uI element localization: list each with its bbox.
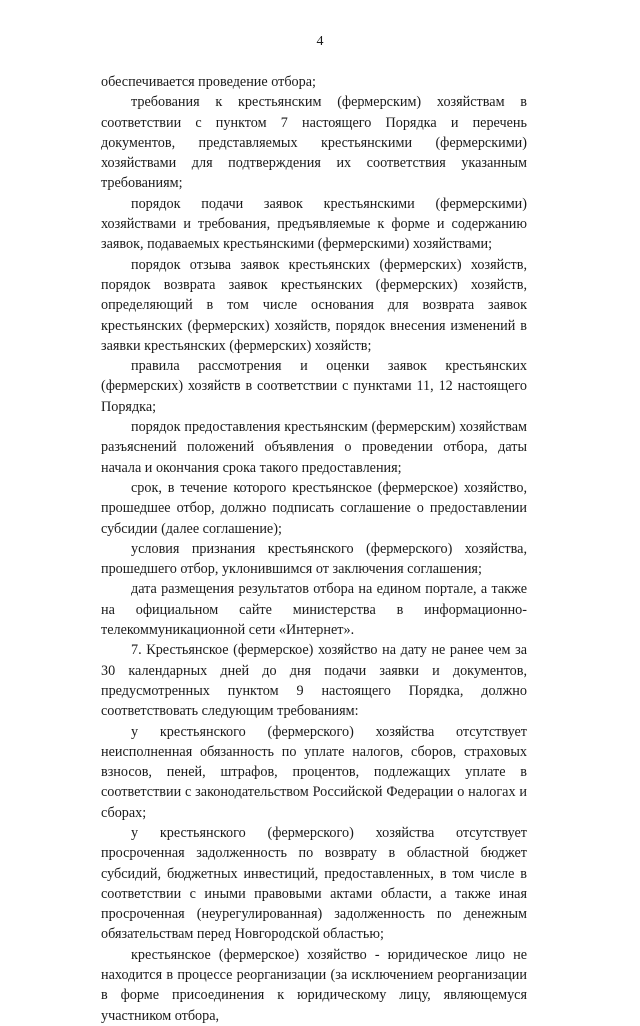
paragraph: обеспечивается проведение отбора; [101,74,316,90]
document-body [101,72,527,1026]
paragraph-section-7: 7. Крестьянское (фермерское) хозяйство на дату не ранее чем за 30 календарных дней до дня подачи заявки и документов, предусмотренных пунктом 9 настоящего Порядка, должно соответствовать следующим требованиям: [101,642,527,720]
paragraph: срок, в течение которого крестьянское (фермерское) хозяйство, прошедшее отбор, должно подписать соглашение о предоставлении субсидии (далее соглашение); [101,479,527,537]
paragraph: у крестьянского (фермерского) хозяйства отсутствует просроченная задолженность по возврату в областной бюджет субсидий, бюджетных инвестиций, предоставленных, в том числе в соответствии с иными правовыми актами области, а также иная просроченная (неурегулированная) задолженность по денежным обязательствам перед Новгородской областью; [101,824,527,943]
paragraph: у крестьянского (фермерского) хозяйства отсутствует неисполненная обязанность по уплате налогов, сборов, страховых взносов, пеней, штрафов, процентов, подлежащих уплате в соответствии с законодательством Российской Федерации о налогах и сборах; [101,723,527,821]
paragraph: требования к крестьянским (фермерским) хозяйствам в соответствии с пунктом 7 настоящего Порядка и перечень документов, представляемых крестьянскими (фермерскими) хозяйствами для подтверждения их соответствия указанным требованиям; [101,94,527,192]
paragraph: дата размещения результатов отбора на едином портале, а также на официальном сайте министерства в информационно-телекоммуникационной сети «Интернет». [101,581,527,639]
page-number: 4 [316,34,324,49]
paragraph: правила рассмотрения и оценки заявок крестьянских (фермерских) хозяйств в соответствии с пунктами 11, 12 настоящего Порядка; [101,358,527,415]
paragraph: порядок предоставления крестьянским (фермерским) хозяйствам разъяснений положений объявления о проведении отбора, даты начала и окончания срока такого предоставления; [101,419,527,476]
paragraph: порядок отзыва заявок крестьянских (фермерских) хозяйств, порядок возврата заявок крестьянских (фермерских) хозяйств, определяющий в том числе основания для возврата заявок крестьянских (фермерских) хозяйств, порядок внесения изменений в заявки крестьянских (фермерских) хозяйств; [101,256,527,354]
paragraph: крестьянское (фермерское) хозяйство - юридическое лицо не находится в процессе реорганизации (за исключением реорганизации в форме присоединения к юридическому лицу, являющемуся участником отбора, [101,946,527,1024]
paragraph: условия признания крестьянского (фермерского) хозяйства, прошедшего отбор, уклонившимся от заключения соглашения; [101,540,527,578]
paragraph: порядок подачи заявок крестьянскими (фермерскими) хозяйствами и требования, предъявляемые к форме и содержанию заявок, подаваемых крестьянскими (фермерскими) хозяйствами; [101,195,527,253]
